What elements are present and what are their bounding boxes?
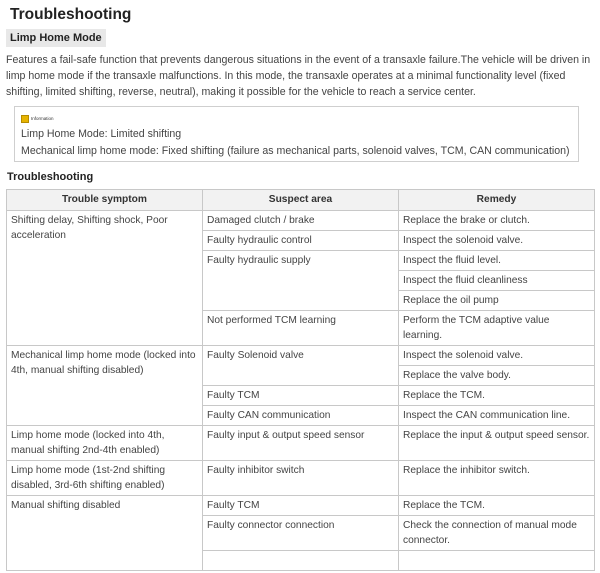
- remedy-cell: Replace the TCM.: [399, 386, 595, 406]
- remedy-cell: Replace the oil pump: [399, 291, 595, 311]
- trouble-symptom-cell: Limp home mode (locked into 4th, manual shifting 2nd-4th enabled): [7, 426, 203, 461]
- table-row: [7, 426, 595, 461]
- remedy-cell: Replace the inhibitor switch.: [399, 461, 595, 496]
- troubleshooting-table: [6, 189, 595, 571]
- information-badge-label: Information: [31, 116, 54, 121]
- section-label: Limp Home Mode: [6, 29, 106, 47]
- suspect-area-cell: Faulty hydraulic supply: [203, 251, 399, 311]
- suspect-area-cell: Faulty CAN communication: [203, 406, 399, 426]
- suspect-area-cell: Faulty connector connection: [203, 516, 399, 551]
- remedy-cell: [399, 551, 595, 571]
- information-box: [14, 106, 579, 162]
- remedy-cell: Perform the TCM adaptive value learning.: [399, 311, 595, 346]
- remedy-cell: Replace the input & output speed sensor.: [399, 426, 595, 461]
- suspect-area-cell: Faulty input & output speed sensor: [203, 426, 399, 461]
- remedy-cell: Replace the TCM.: [399, 496, 595, 516]
- remedy-cell: Check the connection of manual mode connector.: [399, 516, 595, 551]
- suspect-area-cell: Not performed TCM learning: [203, 311, 399, 346]
- trouble-symptom-cell: Manual shifting disabled: [7, 496, 203, 571]
- suspect-area-cell: Faulty TCM: [203, 386, 399, 406]
- trouble-symptom-cell: Mechanical limp home mode (locked into 4th, manual shifting disabled): [7, 346, 203, 426]
- table-row: [7, 346, 595, 366]
- table-row: [7, 211, 595, 231]
- troubleshooting-heading: Troubleshooting: [7, 171, 94, 183]
- column-header-trouble-symptom: Trouble symptom: [7, 190, 203, 211]
- remedy-cell: Inspect the solenoid valve.: [399, 346, 595, 366]
- suspect-area-cell: [203, 551, 399, 571]
- table-header-row: [7, 190, 595, 211]
- remedy-cell: Replace the valve body.: [399, 366, 595, 386]
- troubleshooting-table-body: [7, 211, 595, 571]
- suspect-area-cell: Faulty TCM: [203, 496, 399, 516]
- remedy-cell: Inspect the fluid level.: [399, 251, 595, 271]
- remedy-cell: Inspect the solenoid valve.: [399, 231, 595, 251]
- suspect-area-cell: Faulty hydraulic control: [203, 231, 399, 251]
- suspect-area-cell: Faulty Solenoid valve: [203, 346, 399, 386]
- remedy-cell: Inspect the CAN communication line.: [399, 406, 595, 426]
- information-badge: [21, 115, 54, 123]
- remedy-cell: Inspect the fluid cleanliness: [399, 271, 595, 291]
- table-row: [7, 496, 595, 516]
- info-line-mechanical-limp-home: Mechanical limp home mode: Fixed shifting (failure as mechanical parts, solenoid valves, TCM, CAN communication): [21, 145, 570, 157]
- column-header-suspect-area: Suspect area: [203, 190, 399, 211]
- suspect-area-cell: Faulty inhibitor switch: [203, 461, 399, 496]
- remedy-cell: Replace the brake or clutch.: [399, 211, 595, 231]
- information-icon: [21, 115, 29, 123]
- trouble-symptom-cell: Limp home mode (1st-2nd shifting disabled, 3rd-6th shifting enabled): [7, 461, 203, 496]
- trouble-symptom-cell: Shifting delay, Shifting shock, Poor acceleration: [7, 211, 203, 346]
- intro-paragraph: Features a fail-safe function that prevents dangerous situations in the event of a transaxle failure.The vehicle will be driven in limp home mode if the transaxle malfunctions. In this mode, the transaxle operates at a minimal functionality level (fixed shifting, limited shifting, reverse, neutral), making it possible for the vehicle to reach a service center.: [6, 54, 591, 98]
- column-header-remedy: Remedy: [399, 190, 595, 211]
- info-line-limp-home: Limp Home Mode: Limited shifting: [21, 128, 182, 140]
- page-title: Troubleshooting: [10, 6, 132, 23]
- table-row: [7, 461, 595, 496]
- suspect-area-cell: Damaged clutch / brake: [203, 211, 399, 231]
